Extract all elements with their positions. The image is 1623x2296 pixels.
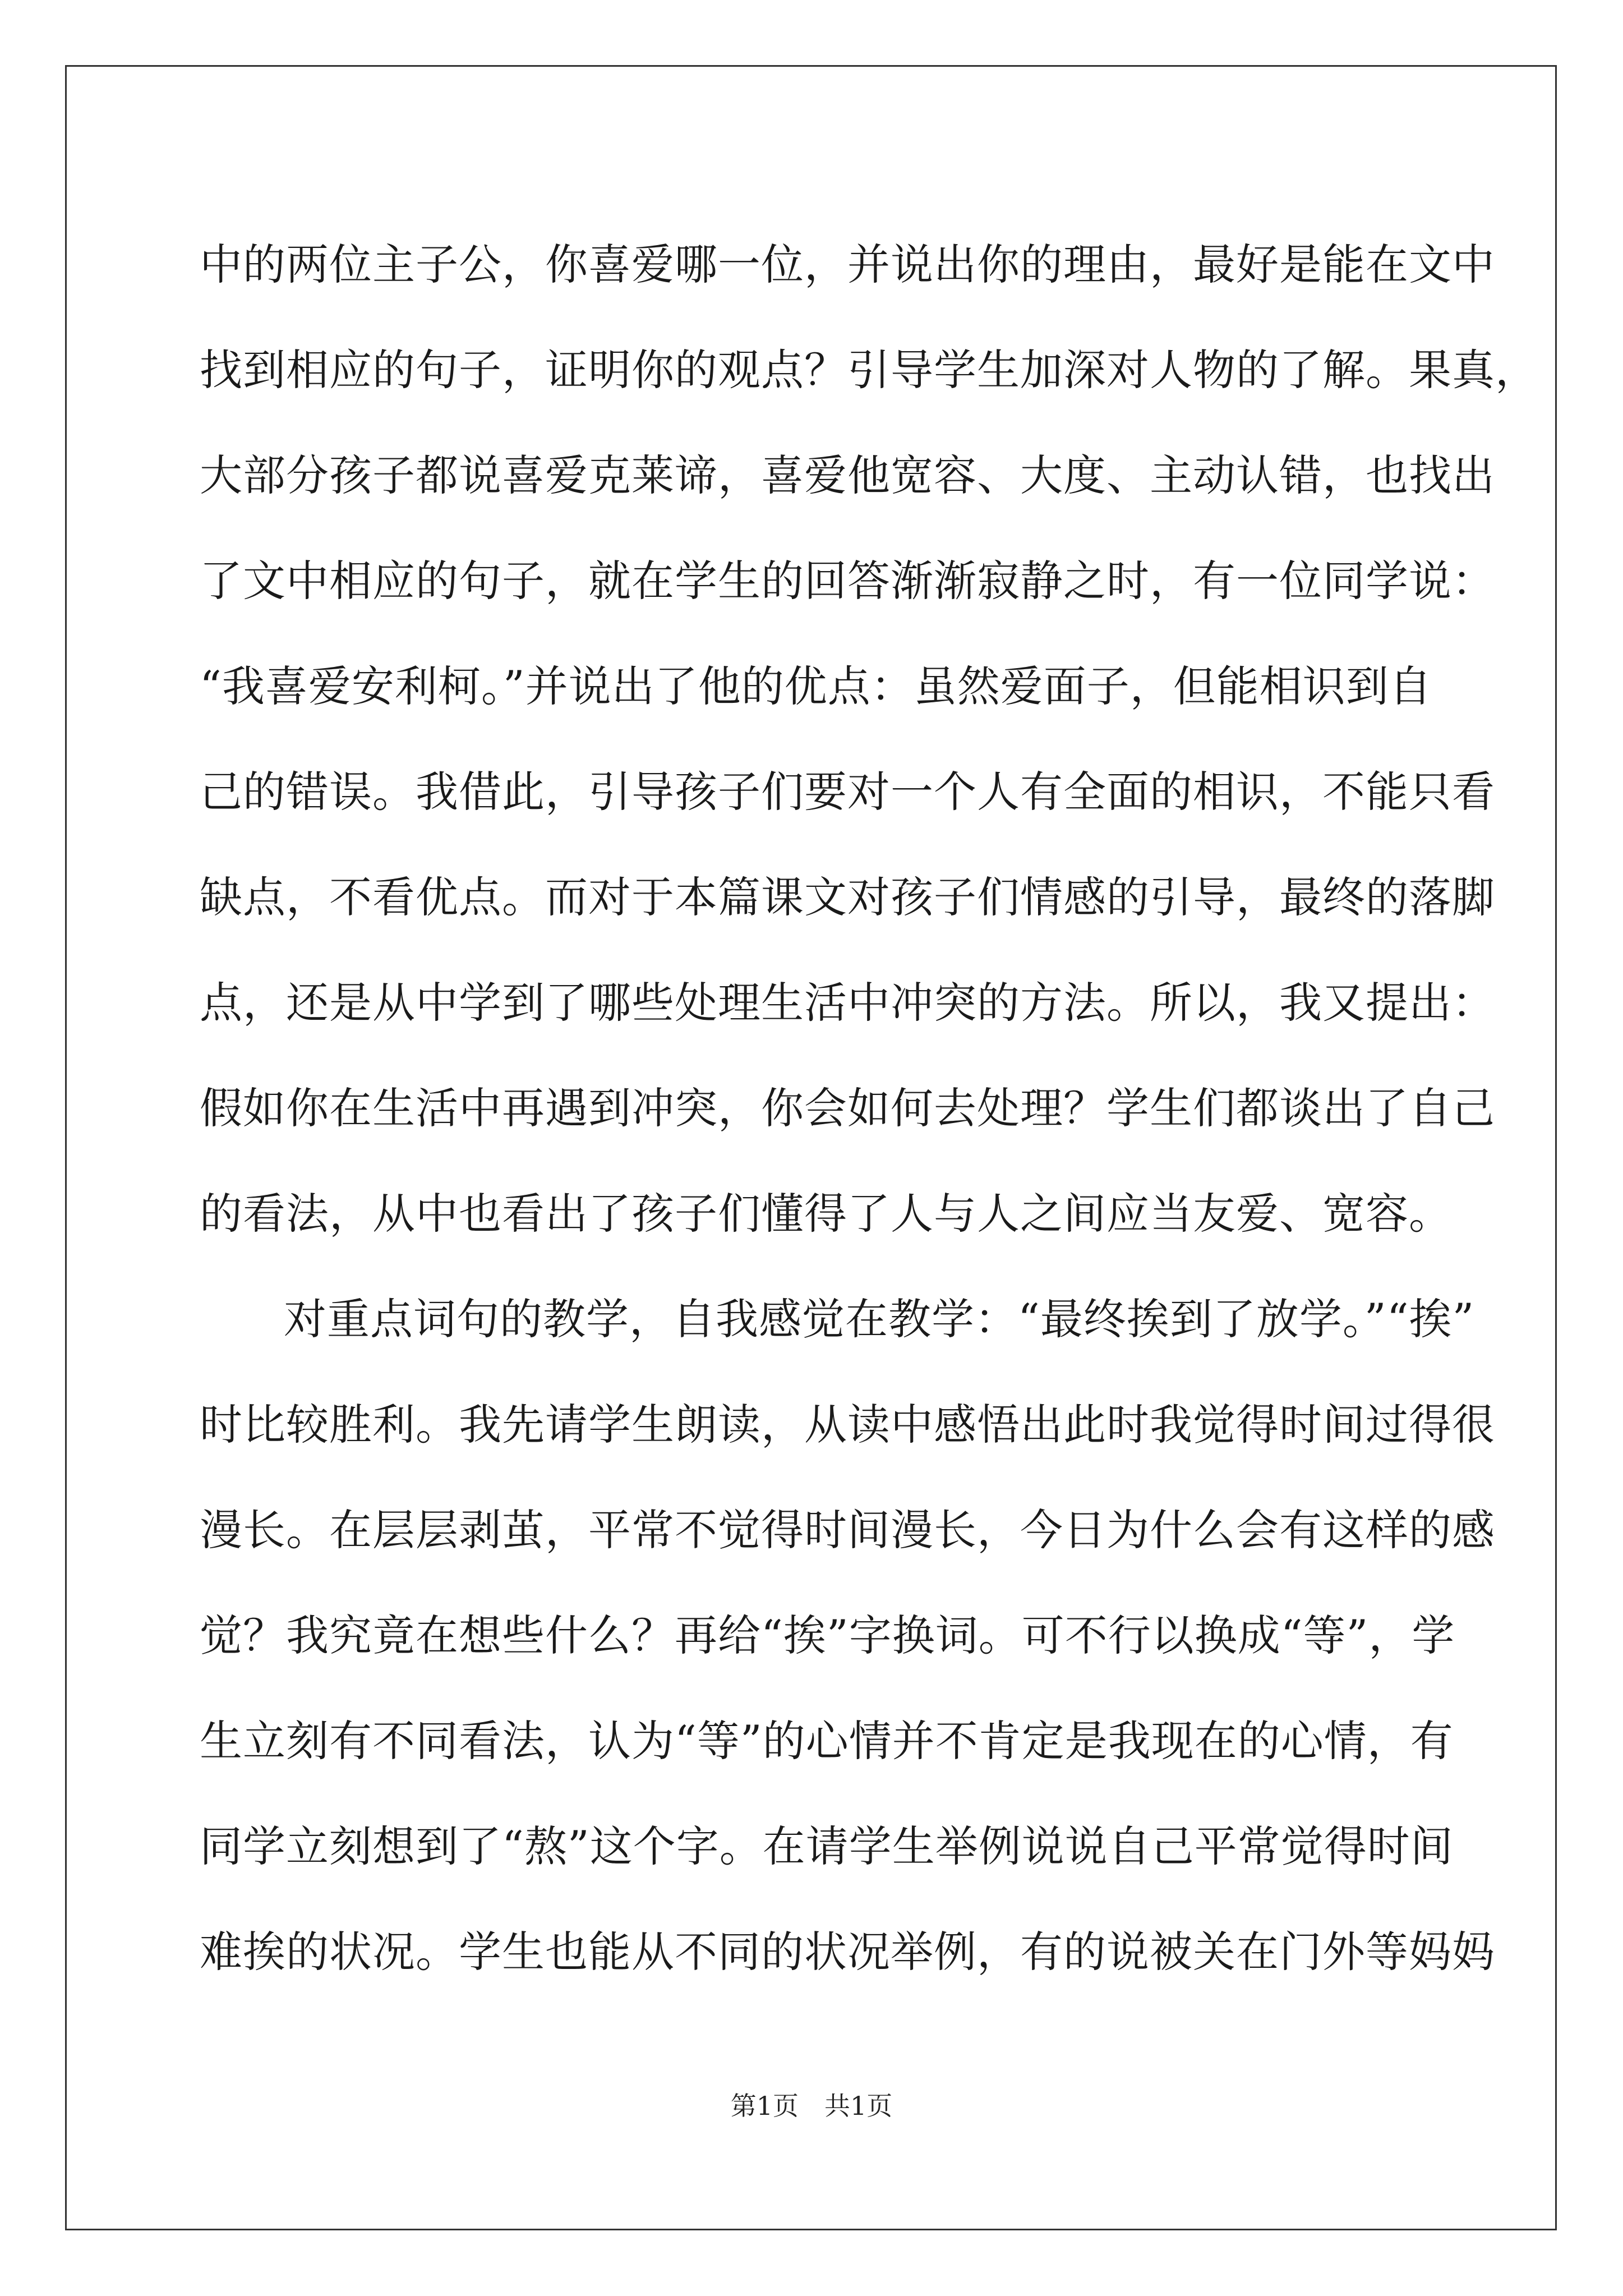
text-line: 中的两位主子公，你喜爱哪一位，并说出你的理由，最好是能在文中 [200, 240, 1495, 289]
text-line: 时比较胜利。我先请学生朗读，从读中感悟出此时我觉得时间过得很 [200, 1400, 1495, 1450]
text-line: 觉？我究竟在想些什么？再给“挨”字换词。可不行以换成“等”，学 [200, 1611, 1455, 1660]
text-line: 难挨的状况。学生也能从不同的状况举例，有的说被关在门外等妈妈 [200, 1927, 1495, 1977]
text-line: 点，还是从中学到了哪些处理生活中冲突的方法。所以，我又提出： [200, 978, 1495, 1028]
text-line: 同学立刻想到了“熬”这个字。在请学生举例说说自己平常觉得时间 [200, 1821, 1454, 1871]
text-line: 漫长。在层层剥茧，平常不觉得时间漫长，今日为什么会有这样的感 [200, 1505, 1495, 1555]
text-line: 生立刻有不同看法，认为“等”的心情并不肯定是我现在的心情，有 [200, 1716, 1454, 1766]
text-line: 的看法，从中也看出了孩子们懂得了人与人之间应当友爱、宽容。 [200, 1189, 1452, 1239]
text-line: 己的错误。我借此，引导孩子们要对一个人有全面的相识，不能只看 [200, 767, 1495, 817]
document-body [200, 212, 1538, 2005]
text-line: 假如你在生活中再遇到冲突，你会如何去处理？学生们都谈出了自己 [200, 1083, 1495, 1133]
text-line: 缺点，不看优点。而对于本篇课文对孩子们情感的引导，最终的落脚 [200, 872, 1495, 922]
paragraph-start-line: 对重点词句的教学，自我感觉在教学：“最终挨到了放学。”“挨” [284, 1294, 1475, 1344]
page-number-footer: 第1页 共1页 [730, 2091, 893, 2121]
text-line: 大部分孩子都说喜爱克莱谛，喜爱他宽容、大度、主动认错，也找出 [200, 450, 1495, 500]
text-line: “我喜爱安利柯。”并说出了他的优点：虽然爱面子，但能相识到自 [200, 661, 1432, 711]
text-line: 找到相应的句子，证明你的观点？引导学生加深对人物的了解。果真， [200, 345, 1538, 395]
text-line: 了文中相应的句子，就在学生的回答渐渐寂静之时，有一位同学说： [200, 556, 1495, 606]
